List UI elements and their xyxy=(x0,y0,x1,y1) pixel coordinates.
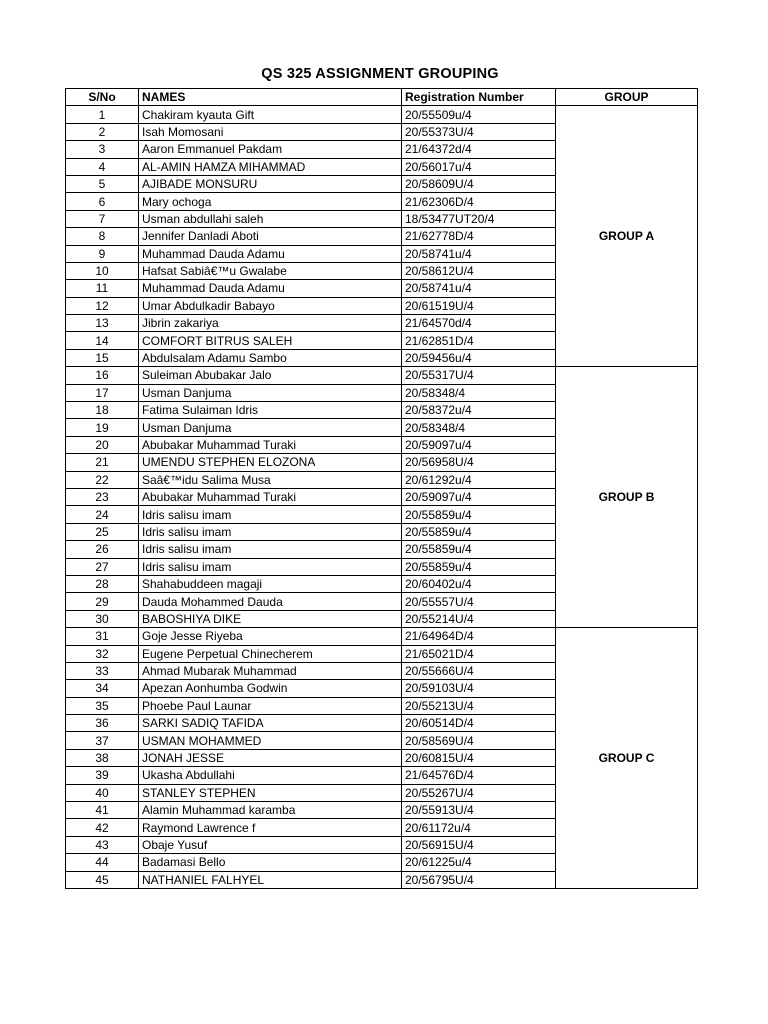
row-name: Goje Jesse Riyeba xyxy=(139,628,402,645)
row-sno: 42 xyxy=(66,819,139,836)
grouping-table xyxy=(65,88,698,889)
row-sno: 27 xyxy=(66,558,139,575)
row-registration-number: 20/60815U/4 xyxy=(402,749,556,766)
row-registration-number: 20/58348/4 xyxy=(402,384,556,401)
row-sno: 6 xyxy=(66,193,139,210)
row-sno: 14 xyxy=(66,332,139,349)
row-name: Phoebe Paul Launar xyxy=(139,697,402,714)
row-sno: 5 xyxy=(66,175,139,192)
row-name: Muhammad Dauda Adamu xyxy=(139,245,402,262)
row-sno: 24 xyxy=(66,506,139,523)
row-name: Idris salisu imam xyxy=(139,558,402,575)
header-row xyxy=(66,89,698,106)
row-sno: 16 xyxy=(66,367,139,384)
row-registration-number: 20/55859u/4 xyxy=(402,558,556,575)
row-sno: 32 xyxy=(66,645,139,662)
row-name: Jibrin zakariya xyxy=(139,315,402,332)
row-registration-number: 20/55509u/4 xyxy=(402,106,556,123)
row-name: Saâ€™idu Salima Musa xyxy=(139,471,402,488)
row-registration-number: 20/58609U/4 xyxy=(402,175,556,192)
header-sno: S/No xyxy=(66,89,139,106)
document-title: QS 325 ASSIGNMENT GROUPING xyxy=(261,66,499,82)
row-sno: 23 xyxy=(66,488,139,505)
row-name: Usman Danjuma xyxy=(139,384,402,401)
group-cell: GROUP A xyxy=(556,106,698,367)
row-registration-number: 20/58372u/4 xyxy=(402,402,556,419)
row-sno: 40 xyxy=(66,784,139,801)
row-sno: 15 xyxy=(66,349,139,366)
row-name: SARKI SADIQ TAFIDA xyxy=(139,715,402,732)
row-sno: 2 xyxy=(66,123,139,140)
row-name: Usman abdullahi saleh xyxy=(139,210,402,227)
row-registration-number: 20/55214U/4 xyxy=(402,610,556,627)
row-registration-number: 20/58569U/4 xyxy=(402,732,556,749)
row-registration-number: 20/61292u/4 xyxy=(402,471,556,488)
row-registration-number: 20/55267U/4 xyxy=(402,784,556,801)
row-name: AL-AMIN HAMZA MIHAMMAD xyxy=(139,158,402,175)
row-registration-number: 20/61225u/4 xyxy=(402,854,556,871)
row-name: Isah Momosani xyxy=(139,123,402,140)
row-name: Umar Abdulkadir Babayo xyxy=(139,297,402,314)
row-sno: 35 xyxy=(66,697,139,714)
row-name: Ukasha Abdullahi xyxy=(139,767,402,784)
row-registration-number: 20/58612U/4 xyxy=(402,262,556,279)
row-name: Raymond Lawrence f xyxy=(139,819,402,836)
row-registration-number: 20/59103U/4 xyxy=(402,680,556,697)
row-sno: 39 xyxy=(66,767,139,784)
row-sno: 26 xyxy=(66,541,139,558)
row-sno: 36 xyxy=(66,715,139,732)
row-sno: 38 xyxy=(66,749,139,766)
row-sno: 41 xyxy=(66,802,139,819)
row-name: Mary ochoga xyxy=(139,193,402,210)
row-registration-number: 21/64576D/4 xyxy=(402,767,556,784)
row-registration-number: 20/58741u/4 xyxy=(402,280,556,297)
row-sno: 28 xyxy=(66,575,139,592)
row-registration-number: 20/56915U/4 xyxy=(402,836,556,853)
row-name: UMENDU STEPHEN ELOZONA xyxy=(139,454,402,471)
row-registration-number: 20/55666U/4 xyxy=(402,662,556,679)
row-sno: 13 xyxy=(66,315,139,332)
group-cell: GROUP C xyxy=(556,628,698,889)
row-sno: 25 xyxy=(66,523,139,540)
row-name: BABOSHIYA DIKE xyxy=(139,610,402,627)
row-sno: 45 xyxy=(66,871,139,888)
row-registration-number: 20/55213U/4 xyxy=(402,697,556,714)
group-cell: GROUP B xyxy=(556,367,698,628)
row-sno: 34 xyxy=(66,680,139,697)
row-registration-number: 20/56958U/4 xyxy=(402,454,556,471)
row-registration-number: 20/56795U/4 xyxy=(402,871,556,888)
header-registration-number: Registration Number xyxy=(402,89,556,106)
row-sno: 22 xyxy=(66,471,139,488)
row-sno: 11 xyxy=(66,280,139,297)
row-name: Jennifer Danladi Aboti xyxy=(139,228,402,245)
row-sno: 1 xyxy=(66,106,139,123)
row-sno: 4 xyxy=(66,158,139,175)
row-sno: 20 xyxy=(66,436,139,453)
row-registration-number: 20/59097u/4 xyxy=(402,488,556,505)
row-registration-number: 20/56017u/4 xyxy=(402,158,556,175)
row-sno: 21 xyxy=(66,454,139,471)
row-registration-number: 20/58348/4 xyxy=(402,419,556,436)
row-name: Abubakar Muhammad Turaki xyxy=(139,436,402,453)
row-name: Idris salisu imam xyxy=(139,523,402,540)
row-name: AJIBADE MONSURU xyxy=(139,175,402,192)
row-name: NATHANIEL FALHYEL xyxy=(139,871,402,888)
row-name: STANLEY STEPHEN xyxy=(139,784,402,801)
row-name: Hafsat Sabiâ€™u Gwalabe xyxy=(139,262,402,279)
row-registration-number: 21/62778D/4 xyxy=(402,228,556,245)
row-name: Obaje Yusuf xyxy=(139,836,402,853)
row-sno: 9 xyxy=(66,245,139,262)
row-name: Eugene Perpetual Chinecherem xyxy=(139,645,402,662)
row-registration-number: 20/55557U/4 xyxy=(402,593,556,610)
row-name: Dauda Mohammed Dauda xyxy=(139,593,402,610)
table-row xyxy=(66,628,698,645)
row-name: Muhammad Dauda Adamu xyxy=(139,280,402,297)
row-registration-number: 20/59456u/4 xyxy=(402,349,556,366)
row-registration-number: 18/53477UT20/4 xyxy=(402,210,556,227)
row-registration-number: 21/62306D/4 xyxy=(402,193,556,210)
header-group: GROUP xyxy=(556,89,698,106)
row-name: Suleiman Abubakar Jalo xyxy=(139,367,402,384)
row-sno: 8 xyxy=(66,228,139,245)
row-registration-number: 21/64372d/4 xyxy=(402,141,556,158)
row-registration-number: 21/64964D/4 xyxy=(402,628,556,645)
row-name: USMAN MOHAMMED xyxy=(139,732,402,749)
row-registration-number: 20/59097u/4 xyxy=(402,436,556,453)
row-registration-number: 20/55859u/4 xyxy=(402,541,556,558)
row-registration-number: 20/58741u/4 xyxy=(402,245,556,262)
row-name: Usman Danjuma xyxy=(139,419,402,436)
row-name: Ahmad Mubarak Muhammad xyxy=(139,662,402,679)
row-name: JONAH JESSE xyxy=(139,749,402,766)
row-name: Alamin Muhammad karamba xyxy=(139,802,402,819)
row-name: Abubakar Muhammad Turaki xyxy=(139,488,402,505)
row-name: Apezan Aonhumba Godwin xyxy=(139,680,402,697)
row-sno: 44 xyxy=(66,854,139,871)
row-registration-number: 21/65021D/4 xyxy=(402,645,556,662)
row-sno: 31 xyxy=(66,628,139,645)
row-registration-number: 21/64570d/4 xyxy=(402,315,556,332)
table-row xyxy=(66,367,698,384)
row-name: Badamasi Bello xyxy=(139,854,402,871)
row-sno: 17 xyxy=(66,384,139,401)
row-sno: 29 xyxy=(66,593,139,610)
row-registration-number: 20/55317U/4 xyxy=(402,367,556,384)
row-registration-number: 20/61172u/4 xyxy=(402,819,556,836)
row-sno: 10 xyxy=(66,262,139,279)
header-names: NAMES xyxy=(139,89,402,106)
row-registration-number: 20/60402u/4 xyxy=(402,575,556,592)
row-sno: 3 xyxy=(66,141,139,158)
row-registration-number: 20/55373U/4 xyxy=(402,123,556,140)
row-name: Shahabuddeen magaji xyxy=(139,575,402,592)
row-name: Aaron Emmanuel Pakdam xyxy=(139,141,402,158)
row-registration-number: 20/55859u/4 xyxy=(402,523,556,540)
row-registration-number: 20/55859u/4 xyxy=(402,506,556,523)
row-sno: 7 xyxy=(66,210,139,227)
table-row xyxy=(66,106,698,123)
row-sno: 33 xyxy=(66,662,139,679)
row-sno: 43 xyxy=(66,836,139,853)
row-name: Fatima Sulaiman Idris xyxy=(139,402,402,419)
row-name: COMFORT BITRUS SALEH xyxy=(139,332,402,349)
row-sno: 18 xyxy=(66,402,139,419)
row-registration-number: 20/61519U/4 xyxy=(402,297,556,314)
row-name: Abdulsalam Adamu Sambo xyxy=(139,349,402,366)
table-body xyxy=(66,106,698,889)
row-sno: 30 xyxy=(66,610,139,627)
row-registration-number: 20/55913U/4 xyxy=(402,802,556,819)
row-sno: 19 xyxy=(66,419,139,436)
row-sno: 12 xyxy=(66,297,139,314)
row-sno: 37 xyxy=(66,732,139,749)
row-name: Chakiram kyauta Gift xyxy=(139,106,402,123)
row-registration-number: 20/60514D/4 xyxy=(402,715,556,732)
row-registration-number: 21/62851D/4 xyxy=(402,332,556,349)
row-name: Idris salisu imam xyxy=(139,506,402,523)
row-name: Idris salisu imam xyxy=(139,541,402,558)
